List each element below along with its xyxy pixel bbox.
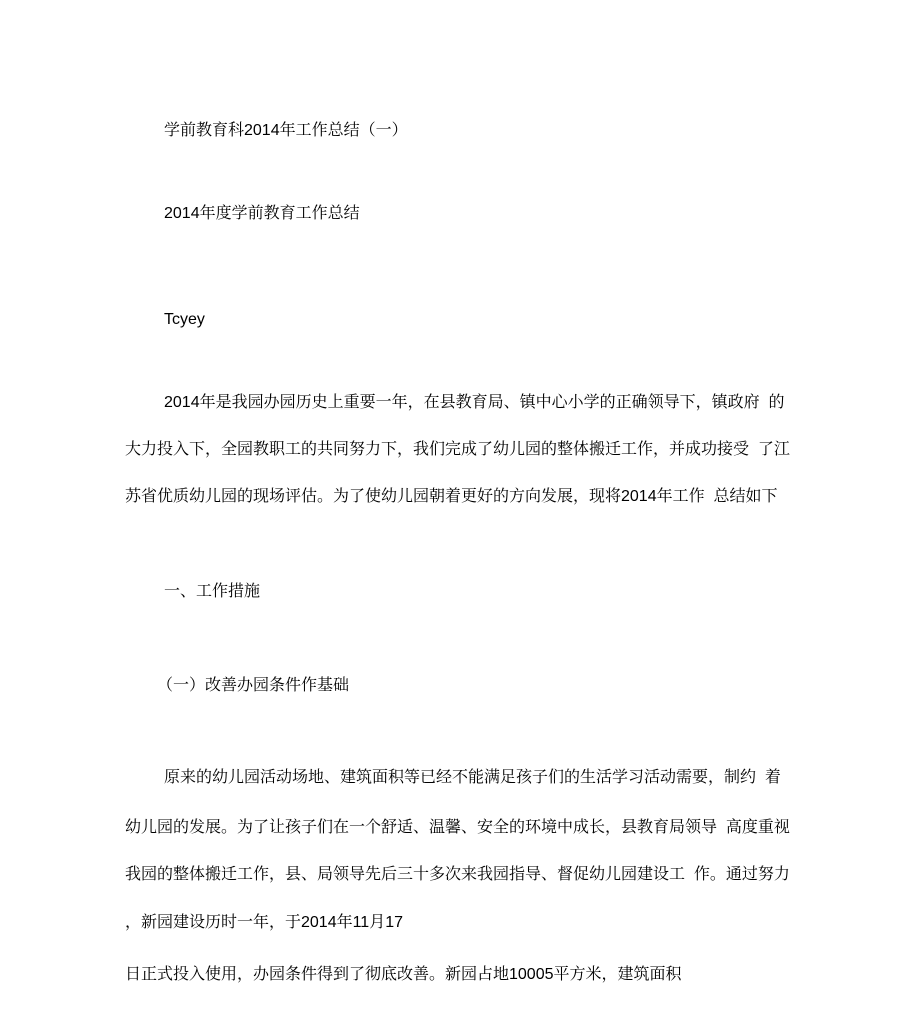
document-subtitle: 2014年度学前教育工作总结 bbox=[164, 205, 360, 222]
intro-line: 2014年是我园办园历史上重要一年，在县教育局、镇中心小学的正确领导下，镇政府 的 bbox=[164, 394, 785, 411]
document-title: 学前教育科2014年工作总结（一） bbox=[164, 122, 408, 139]
body-line: 幼儿园的发展。为了让孩子们在一个舒适、温馨、安全的环境中成长，县教育局领导 高度重视 bbox=[125, 819, 790, 836]
intro-line: 大力投入下，全园教职工的共同努力下，我们完成了幼儿园的整体搬迁工作，并成功接受 了江 bbox=[125, 441, 790, 458]
author: Tcyey bbox=[164, 311, 205, 328]
body-line: 日正式投入使用，办园条件得到了彻底改善。新园占地10005平方米，建筑面积 bbox=[125, 966, 682, 983]
subsection-heading: （一）改善办园条件作基础 bbox=[157, 677, 350, 694]
body-line: 我园的整体搬迁工作，县、局领导先后三十多次来我园指导、督促幼儿园建设工 作。通过努力 bbox=[125, 866, 790, 883]
section-heading: 一、工作措施 bbox=[164, 583, 261, 600]
intro-line: 苏省优质幼儿园的现场评估。为了使幼儿园朝着更好的方向发展，现将2014年工作 总结如下 bbox=[125, 488, 778, 505]
body-line: ，新园建设历时一年，于2014年11月17 bbox=[125, 914, 404, 931]
body-line: 原来的幼儿园活动场地、建筑面积等已经不能满足孩子们的生活学习活动需要，制约 着 bbox=[164, 769, 781, 786]
